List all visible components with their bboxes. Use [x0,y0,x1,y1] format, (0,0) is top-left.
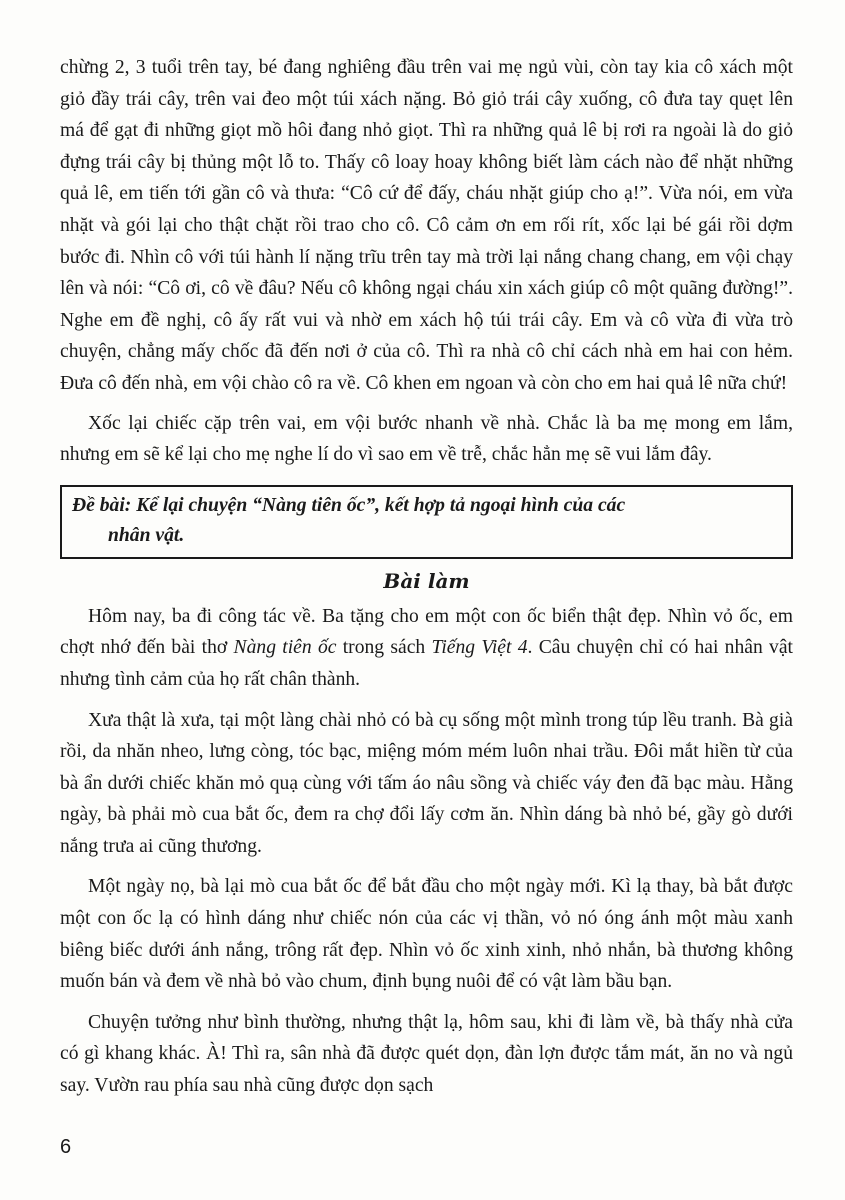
assignment-prompt-box [60,485,793,559]
prompt-line-1: Đề bài: Kể lại chuyện “Nàng tiên ốc”, kết hợp tả ngoại hình của các [72,494,626,516]
book-title-nang-tien-oc: Nàng tiên ốc [233,637,337,659]
continuation-paragraph-1: chừng 2, 3 tuổi trên tay, bé đang nghiêng đầu trên vai mẹ ngủ vùi, còn tay kia cô xách một giỏ đầy trái cây, trên vai đeo một túi xách nặng. Bỏ giỏ trái cây xuống, cô đưa tay quẹt lên má để gạt đi những giọt mồ hôi đang nhỏ giọt. Thì ra những quả lê bị rơi ra ngoài là do giỏ đựng trái cây bị thủng một lỗ to. Thấy cô loay hoay không biết làm cách nào để nhặt những quả lê, em tiến tới gần cô và thưa: “Cô cứ để đấy, cháu nhặt giúp cho ạ!”. Vừa nói, em vừa nhặt và gói lại cho thật chặt rồi trao cho cô. Cô cảm ơn em rối rít, xốc lại bé gái rồi dợm bước đi. Nhìn cô với túi hành lí nặng trĩu trên tay mà trời lại nắng chang chang, em vội chạy lên và nói: “Cô ơi, cô về đâu? Nếu cô không ngại cháu xin xách giúp cô một quãng đường!”. Nghe em đề nghị, cô ấy rất vui và nhờ em xách hộ túi trái cây. Em và cô vừa đi vừa trò chuyện, chẳng mấy chốc đã đến nơi ở của cô. Thì ra nhà cô chỉ cách nhà em hai con hẻm. Đưa cô đến nhà, em vội chào cô ra về. Cô khen em ngoan và còn cho em hai quả lê nữa chứ! [60,57,793,394]
page-number: 6 [60,1136,72,1158]
essay-heading: Bài làm [383,568,470,593]
essay-paragraph-1 [60,601,793,696]
continuation-paragraph-2: Xốc lại chiếc cặp trên vai, em vội bước nhanh về nhà. Chắc là ba mẹ mong em lắm, nhưng em sẽ kể lại cho mẹ nghe lí do vì sao em về trễ, chắc hẳn mẹ sẽ vui lắm đây. [60,412,793,466]
essay-paragraph-2: Xưa thật là xưa, tại một làng chài nhỏ có bà cụ sống một mình trong túp lều tranh. Bà già rồi, da nhăn nheo, lưng còng, tóc bạc, miệng móm mém luôn nhai trầu. Đôi mắt hiền từ của bà ẩn dưới chiếc khăn mỏ quạ cùng với tấm áo nâu sồng và chiếc váy đen đã bạc màu. Hằng ngày, bà phải mò cua bắt ốc, đem ra chợ đổi lấy cơm ăn. Nhìn dáng bà nhỏ bé, gầy gò dưới nắng trưa ai cũng thương. [60,709,793,857]
essay-p1-text-a: Hôm nay, ba đi công tác về. Ba tặng cho em một con ốc biển thật đẹp. Nhìn vỏ ốc, em chợt nhớ đến bài thơ [60,605,793,659]
essay-p1-text-c: . Câu chuyện chỉ có hai nhân vật nhưng tình cảm của họ rất chân thành. [60,637,793,690]
page-content [60,52,793,1102]
book-title-tieng-viet: Tiếng Việt 4 [431,637,528,659]
prompt-line-2: nhân vật. [108,524,185,546]
essay-paragraph-4: Chuyện tưởng như bình thường, nhưng thật lạ, hôm sau, khi đi làm về, bà thấy nhà cửa có gì khang khác. À! Thì ra, sân nhà đã được quét dọn, đàn lợn được tắm mát, ăn no và ngủ say. Vườn rau phía sau nhà cũng được dọn sạch [60,1011,793,1097]
essay-p1-text-b: trong sách [336,637,432,659]
essay-paragraph-3: Một ngày nọ, bà lại mò cua bắt ốc để bắt đầu cho một ngày mới. Kì lạ thay, bà bắt được một con ốc lạ có hình dáng như chiếc nón của các vị thần, vỏ nó óng ánh một màu xanh biêng biếc dưới ánh nắng, trông rất đẹp. Nhìn vỏ ốc xinh xinh, nhỏ nhắn, bà thương không muốn bán và đem về nhà bỏ vào chum, định bụng nuôi để có vật làm bầu bạn. [60,876,793,993]
